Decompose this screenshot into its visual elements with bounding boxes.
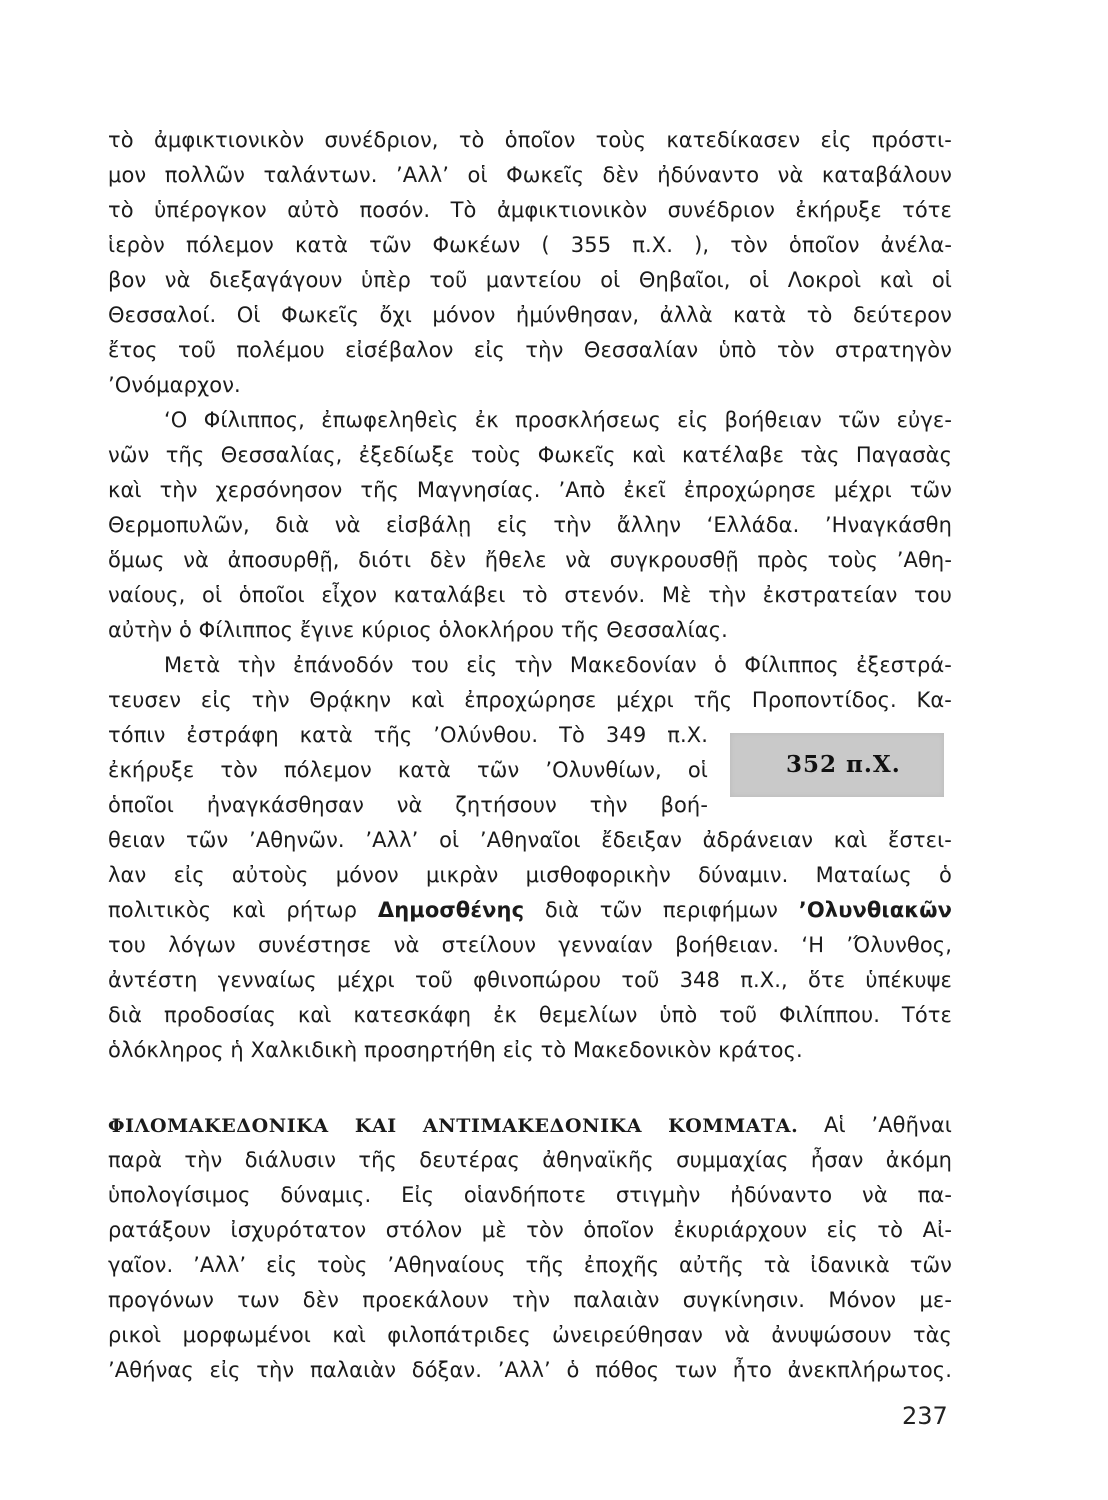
text-line: ’Ονόμαρχον. <box>108 373 241 397</box>
text-line: ἐκήρυξε τὸν πόλεμον κατὰ τῶν ’Ολυνθίων, οἱ <box>108 758 708 782</box>
text-line: θειαν τῶν ’Αθηνῶν. ’Αλλ’ οἱ ’Αθηναῖοι ἔδειξαν ἀδράνειαν καὶ ἔστει- <box>108 828 952 852</box>
text-line: ρατάξουν ἰσχυρότατον στόλον μὲ τὸν ὁποῖον ἐκυριάρχουν εἰς τὸ Αἰ- <box>108 1218 952 1242</box>
text-line-rich <box>108 895 952 925</box>
text-line: διὰ προδοσίας καὶ κατεσκάφη ἐκ θεμελίων ὑπὸ τοῦ Φιλίππου. Τότε <box>108 1003 952 1027</box>
text-line: γαῖον. ’Αλλ’ εἰς τοὺς ’Αθηναίους τῆς ἐποχῆς αὐτῆς τὰ ἰδανικὰ τῶν <box>108 1253 952 1277</box>
date-sidenote-text: 352 π.Χ. <box>786 751 901 778</box>
text-line: προγόνων των δὲν προεκάλουν τὴν παλαιὰν συγκίνησιν. Μόνον με- <box>108 1288 952 1312</box>
text-line: ἱερὸν πόλεμον κατὰ τῶν Φωκέων ( 355 π.Χ. ), τὸν ὁποῖον ἀνέλα- <box>108 233 952 257</box>
text-line: ἔτος τοῦ πολέμου εἰσέβαλον εἰς τὴν Θεσσαλίαν ὑπὸ τὸν στρατηγὸν <box>108 338 952 362</box>
text-line: καὶ τὴν χερσόνησον τῆς Μαγνησίας. ’Απὸ ἐκεῖ ἐπροχώρησε μέχρι τῶν <box>108 478 952 502</box>
text-span: διὰ τῶν περιφήμων <box>524 898 799 922</box>
text-line: ὑπολογίσιμος δύναμις. Εἰς οἱανδήποτε στιγμὴν ἠδύναντο νὰ πα- <box>108 1183 952 1207</box>
text-line: τὸ ἀμφικτιονικὸν συνέδριον, τὸ ὁποῖον τοὺς κατεδίκασεν εἰς πρόστι- <box>108 128 952 152</box>
page-number: 237 <box>902 1402 948 1430</box>
text-line: ὁλόκληρος ἡ Χαλκιδικὴ προσηρτήθη εἰς τὸ Μακεδονικὸν κράτος. <box>108 1038 803 1062</box>
text-line: παρὰ τὴν διάλυσιν τῆς δευτέρας ἀθηναϊκῆς συμμαχίας ἦσαν ἀκόμη <box>108 1148 952 1172</box>
text-line: ἀντέστη γενναίως μέχρι τοῦ φθινοπώρου τοῦ 348 π.Χ., ὅτε ὑπέκυψε <box>108 968 952 992</box>
text-line: του λόγων συνέστησε νὰ στείλουν γενναίαν βοήθειαν. ‘Η ’Όλυνθος, <box>108 933 952 957</box>
speeches-name: ’Ολυνθιακῶν <box>798 898 952 922</box>
text-line: μον πολλῶν ταλάντων. ’Αλλ’ οἱ Φωκεῖς δὲν ἠδύναντο νὰ καταβάλουν <box>108 163 952 187</box>
text-line: Θεσσαλοί. Οἱ Φωκεῖς ὄχι μόνον ἠμύνθησαν, ἀλλὰ κατὰ τὸ δεύτερον <box>108 303 952 327</box>
orator-name: Δημοσθένης <box>377 898 525 922</box>
text-span: πολιτικὸς καὶ ρήτωρ <box>108 898 378 922</box>
text-line: Μετὰ τὴν ἐπάνοδόν του εἰς τὴν Μακεδονίαν ὁ Φίλιππος ἐξεστρά- <box>164 653 952 677</box>
text-line: τὸ ὑπέρογκον αὐτὸ ποσόν. Τὸ ἀμφικτιονικὸν συνέδριον ἐκήρυξε τότε <box>108 198 952 222</box>
section-heading: ΦΙΛΟΜΑΚΕΔΟΝΙΚΑ ΚΑΙ ΑΝΤΙΜΑΚΕΔΟΝΙΚΑ ΚΟΜΜΑΤΑ. <box>108 1115 799 1137</box>
section-heading-line <box>108 1110 952 1141</box>
date-sidenote <box>730 733 944 797</box>
text-line: ὁποῖοι ἠναγκάσθησαν νὰ ζητήσουν τὴν βοή- <box>108 793 708 817</box>
text-line: ‘Ο Φίλιππος, ἐπωφεληθεὶς ἐκ προσκλήσεως εἰς βοήθειαν τῶν εὐγε- <box>164 408 952 432</box>
text-line: ὅμως νὰ ἀποσυρθῇ, διότι δὲν ἤθελε νὰ συγκρουσθῇ πρὸς τοὺς ’Αθη- <box>108 548 952 572</box>
text-line: ρικοὶ μορφωμένοι καὶ φιλοπάτριδες ὠνειρεύθησαν νὰ ἀνυψώσουν τὰς <box>108 1323 952 1347</box>
text-line: ’Αθήνας εἰς τὴν παλαιὰν δόξαν. ’Αλλ’ ὁ πόθος των ἦτο ἀνεκπλήρωτος. <box>108 1358 952 1382</box>
text-line: βον νὰ διεξαγάγουν ὑπὲρ τοῦ μαντείου οἱ Θηβαῖοι, οἱ Λοκροὶ καὶ οἱ <box>108 268 952 292</box>
text-line: αὐτὴν ὁ Φίλιππος ἔγινε κύριος ὁλοκλήρου τῆς Θεσσαλίας. <box>108 618 728 642</box>
text-line: Θερμοπυλῶν, διὰ νὰ εἰσβάλῃ εἰς τὴν ἄλλην ‘Ελλάδα. ’Ηναγκάσθη <box>108 513 952 537</box>
text-span: Αἱ ’Αθῆναι <box>798 1113 952 1137</box>
text-line: ναίους, οἱ ὁποῖοι εἶχον καταλάβει τὸ στενόν. Μὲ τὴν ἐκστρατείαν του <box>108 583 952 607</box>
text-line: νῶν τῆς Θεσσαλίας, ἐξεδίωξε τοὺς Φωκεῖς καὶ κατέλαβε τὰς Παγασὰς <box>108 443 952 467</box>
text-line: τόπιν ἐστράφη κατὰ τῆς ’Ολύνθου. Τὸ 349 π.Χ. <box>108 723 708 747</box>
text-line: λαν εἰς αὐτοὺς μόνον μικρὰν μισθοφορικὴν δύναμιν. Ματαίως ὁ <box>108 863 952 887</box>
text-line: τευσεν εἰς τὴν Θρᾴκην καὶ ἐπροχώρησε μέχρι τῆς Προποντίδος. Κα- <box>108 688 952 712</box>
